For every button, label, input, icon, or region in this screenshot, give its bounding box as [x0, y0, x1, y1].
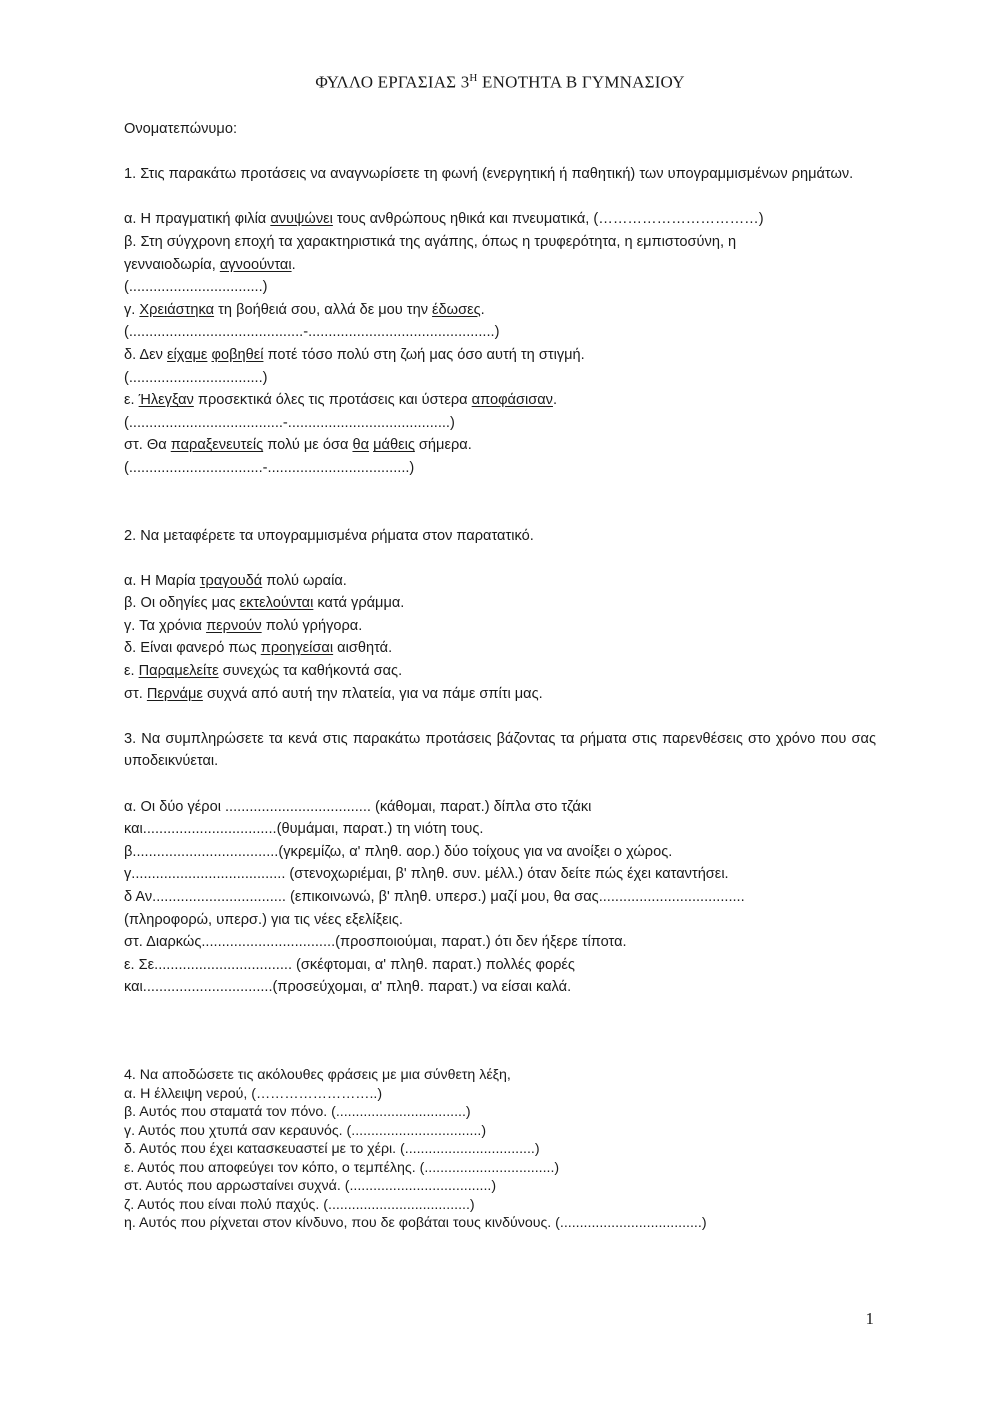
exercise-2-item: στ. Περνάμε συχνά από αυτή την πλατεία, για να πάμε σπίτι μας.	[124, 685, 543, 702]
exercise-1-item-e: ε. Ήλεγξαν προσεκτικά όλες τις προτάσεις και ύστερα αποφάσισαν.	[124, 392, 558, 409]
name-label: Ονοματεπώνυμο:	[124, 121, 237, 137]
exercise-3-line: β....................................(γκρεμίζω, α' πληθ. αορ.) δύο τοίχους για να ανοίξει ο χώρος.	[124, 843, 673, 860]
exercise-2-item: γ. Τα χρόνια περνούν πολύ γρήγορα.	[124, 617, 363, 634]
answer-blank[interactable]: (......................................-........................................)	[124, 414, 455, 431]
exercise-1-item-st: στ. Θα παραξενευτείς πολύ με όσα θα μάθεις σήμερα.	[124, 437, 472, 454]
exercise-3-line: δ Αν................................. (επικοινωνώ, β' πληθ. υπερσ.) μαζί μου, θα σας....................................	[124, 889, 745, 905]
page-number: 1	[865, 1309, 874, 1328]
exercise-3-instruction: 3. Να συμπληρώσετε τα κενά στις παρακάτω προτάσεις βάζοντας τα ρήματα στις παρενθέσεις στο χρόνο που σας υποδεικνύεται.	[124, 730, 876, 770]
exercise-3-line: γ...................................... (στενοχωριέμαι, β' πληθ. συν. μέλλ.) όταν δείτε πώς έχει καταντήσει.	[124, 866, 729, 883]
exercise-3-line: στ. Διαρκώς.................................(προσποιούμαι, παρατ.) ότι δεν ήξερε τίποτα.	[124, 934, 627, 951]
exercise-3-line: ε. Σε.................................. (σκέφτομαι, α' πληθ. παρατ.) πολλές φορές	[124, 956, 575, 973]
answer-blank[interactable]: (.................................)	[124, 369, 268, 386]
exercise-2-item: α. Η Μαρία τραγουδά πολύ ωραία.	[124, 572, 347, 589]
page-title: ΦΥΛΛΟ ΕΡΓΑΣΙΑΣ $3^H$ ΕΝΟΤΗΤΑ Β ΓΥΜΝΑΣΙΟΥ	[315, 72, 685, 92]
answer-blank[interactable]: (.................................-...................................)	[124, 459, 415, 476]
exercise-1-instruction: 1. Στις παρακάτω προτάσεις να αναγνωρίσετε τη φωνή (ενεργητική ή παθητική) των υπογραμμισμένων ρημάτων.	[124, 166, 854, 183]
exercise-4-item: η. Αυτός που ρίχνεται στον κίνδυνο, που δε φοβάται τους κινδύνους. (....................................)	[124, 1215, 707, 1231]
exercise-1-item-d: δ. Δεν είχαμε φοβηθεί ποτέ τόσο πολύ στη ζωή μας όσο αυτή τη στιγμή.	[124, 346, 585, 363]
exercise-4-item: ε. Αυτός που αποφεύγει τον κόπο, ο τεμπέλης. (.................................)	[124, 1159, 560, 1176]
exercise-1-item-a: α. Η πραγματική φιλία ανυψώνει τους ανθρώπους ηθικά και πνευματικά, (……………………………)	[124, 211, 764, 228]
answer-blank[interactable]: (...........................................-..............................................)	[124, 324, 500, 341]
exercise-4-instruction: 4. Να αποδώσετε τις ακόλουθες φράσεις με μια σύνθετη λέξη,	[124, 1067, 511, 1083]
exercise-1-item-b-cont: γενναιοδωρία, αγνοούνται.	[124, 256, 296, 273]
exercise-4-item: α. Η έλλειψη νερού, (……………………..)	[124, 1085, 383, 1102]
exercise-4-item: γ. Αυτός που χτυπά σαν κεραυνός. (.................................)	[124, 1122, 487, 1139]
exercise-4	[124, 1066, 884, 1233]
exercise-4-item: ζ. Αυτός που είναι πολύ παχύς. (....................................)	[124, 1196, 475, 1213]
exercise-1-item-c: γ. Χρειάστηκα τη βοήθειά σου, αλλά δε μου την έδωσες.	[124, 301, 485, 318]
exercise-2-instruction: 2. Να μεταφέρετε τα υπογραμμισμένα ρήματα στον παρατατικό.	[124, 527, 534, 544]
exercise-2-item: ε. Παραμελείτε συνεχώς τα καθήκοντά σας.	[124, 663, 403, 680]
exercise-1-item-b: β. Στη σύγχρονη εποχή τα χαρακτηριστικά της αγάπης, όπως η τρυφερότητα, η εμπιστοσύνη, η	[124, 233, 737, 250]
exercise-4-item: στ. Αυτός που αρρωσταίνει συχνά. (....................................)	[124, 1178, 497, 1194]
title-superscript: Η	[469, 72, 478, 84]
exercise-3-line: και................................(προσεύχομαι, α' πληθ. παρατ.) να είσαι καλά.	[124, 979, 572, 996]
exercise-3-line: (πληροφορώ, υπερσ.) για τις νέες εξελίξεις.	[124, 911, 403, 928]
exercise-2-item: δ. Είναι φανερό πως προηγείσαι αισθητά.	[124, 640, 393, 657]
worksheet-body	[124, 118, 876, 999]
exercise-4-item: β. Αυτός που σταματά τον πόνο. (.................................)	[124, 1104, 471, 1120]
answer-blank[interactable]: (.................................)	[124, 279, 268, 296]
exercise-3-line: και.................................(θυμάμαι, παρατ.) τη νιότη τους.	[124, 821, 484, 838]
exercise-4-item: δ. Αυτός που έχει κατασκευαστεί με το χέρι. (.................................)	[124, 1141, 540, 1157]
exercise-3-line: α. Οι δύο γέροι .................................... (κάθομαι, παρατ.) δίπλα στο τζάκι	[124, 798, 592, 815]
exercise-2-item: β. Οι οδηγίες μας εκτελούνται κατά γράμμα.	[124, 595, 405, 612]
